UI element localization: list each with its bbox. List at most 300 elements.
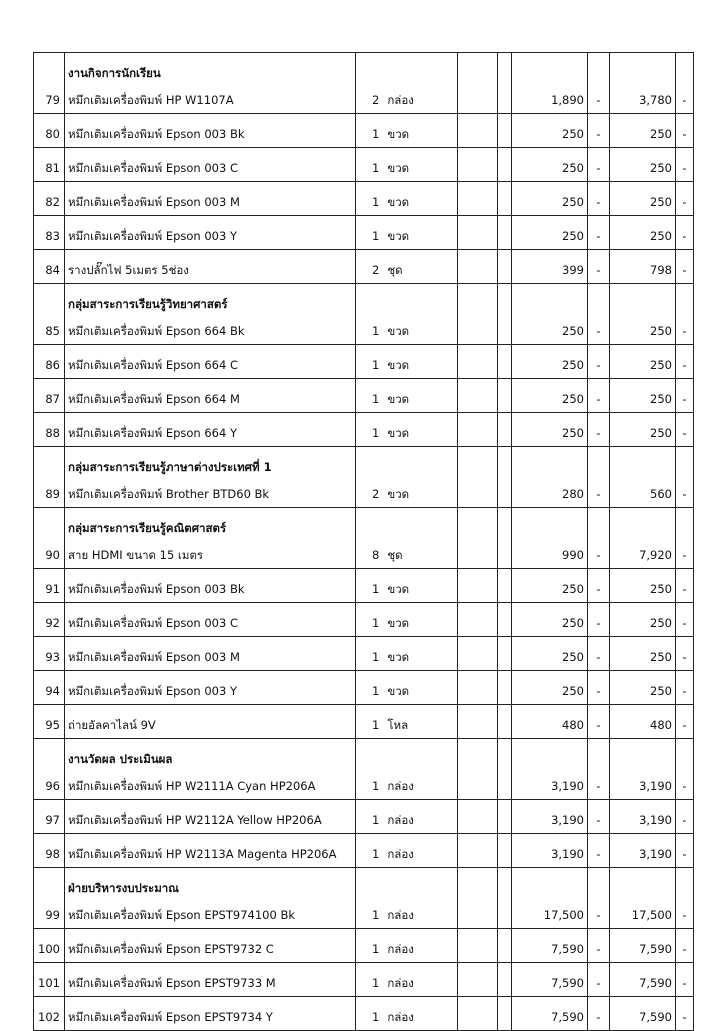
empty-cell	[458, 603, 498, 637]
total-amount: 7,590	[610, 963, 676, 997]
unit-price: 7,590	[512, 929, 588, 963]
item-description: หมึกเติมเครื่องพิมพ์ HP W2113A Magenta HP206A	[68, 847, 337, 861]
total-amount: 3,190	[610, 800, 676, 834]
empty-cell	[498, 508, 512, 569]
satang-dash: -	[588, 216, 610, 250]
total-amount: 250	[610, 569, 676, 603]
item-number: 80	[34, 114, 65, 148]
table-row	[34, 603, 694, 637]
table-row	[34, 250, 694, 284]
satang-dash: -	[588, 800, 610, 834]
table-row	[34, 345, 694, 379]
item-description: หมึกเติมเครื่องพิมพ์ Epson 003 C	[68, 161, 238, 175]
unit-price: 250	[512, 148, 588, 182]
unit-price: 3,190	[512, 834, 588, 868]
total-amount: 250	[610, 345, 676, 379]
unit: ขวด	[387, 229, 410, 243]
table-row	[34, 53, 694, 114]
item-description: หมึกเติมเครื่องพิมพ์ Epson 664 Y	[68, 426, 237, 440]
item-number: 93	[34, 637, 65, 671]
unit: ขวด	[387, 684, 410, 698]
quantity: 2	[372, 263, 380, 277]
empty-cell	[458, 284, 498, 345]
empty-cell	[458, 834, 498, 868]
table-row	[34, 997, 694, 1031]
item-description: หมึกเติมเครื่องพิมพ์ Epson 003 M	[68, 650, 240, 664]
quantity-cell	[356, 963, 458, 997]
quantity: 2	[372, 487, 380, 501]
satang-dash: -	[588, 739, 610, 800]
table-row	[34, 739, 694, 800]
unit-price: 3,190	[512, 800, 588, 834]
unit-price: 480	[512, 705, 588, 739]
satang-dash: -	[588, 603, 610, 637]
table-row	[34, 569, 694, 603]
item-number: 89	[34, 447, 65, 508]
table-row	[34, 148, 694, 182]
unit: ขวด	[387, 358, 410, 372]
item-description: หมึกเติมเครื่องพิมพ์ HP W2111A Cyan HP206A	[68, 779, 316, 793]
quantity-cell	[356, 739, 458, 800]
unit-price: 250	[512, 345, 588, 379]
unit: ขวด	[387, 161, 410, 175]
satang-dash: -	[588, 182, 610, 216]
satang-dash: -	[588, 997, 610, 1031]
quantity: 1	[372, 847, 380, 861]
satang-dash: -	[676, 413, 694, 447]
empty-cell	[458, 569, 498, 603]
empty-cell	[498, 997, 512, 1031]
item-number: 88	[34, 413, 65, 447]
item-description-cell	[65, 997, 356, 1031]
item-number: 85	[34, 284, 65, 345]
table-row	[34, 929, 694, 963]
empty-cell	[498, 114, 512, 148]
empty-cell	[458, 637, 498, 671]
empty-cell	[458, 148, 498, 182]
satang-dash: -	[676, 929, 694, 963]
table-row	[34, 182, 694, 216]
empty-cell	[498, 800, 512, 834]
item-description-cell	[65, 345, 356, 379]
item-description: หมึกเติมเครื่องพิมพ์ Epson 003 Bk	[68, 127, 245, 141]
item-description: หมึกเติมเครื่องพิมพ์ Epson 664 Bk	[68, 324, 245, 338]
total-amount: 798	[610, 250, 676, 284]
satang-dash: -	[676, 182, 694, 216]
satang-dash: -	[588, 345, 610, 379]
quantity: 1	[372, 976, 380, 990]
empty-cell	[458, 53, 498, 114]
item-number: 84	[34, 250, 65, 284]
unit: กล่อง	[387, 813, 414, 827]
empty-cell	[458, 508, 498, 569]
total-amount: 560	[610, 447, 676, 508]
satang-dash: -	[676, 379, 694, 413]
satang-dash: -	[588, 148, 610, 182]
satang-dash: -	[676, 834, 694, 868]
empty-cell	[458, 447, 498, 508]
satang-dash: -	[676, 148, 694, 182]
item-description-cell	[65, 637, 356, 671]
satang-dash: -	[676, 637, 694, 671]
empty-cell	[458, 739, 498, 800]
item-number: 101	[34, 963, 65, 997]
satang-dash: -	[588, 705, 610, 739]
satang-dash: -	[676, 250, 694, 284]
empty-cell	[458, 345, 498, 379]
item-description-cell	[65, 114, 356, 148]
unit-price: 990	[512, 508, 588, 569]
empty-cell	[498, 963, 512, 997]
satang-dash: -	[676, 868, 694, 929]
unit-price: 250	[512, 182, 588, 216]
empty-cell	[458, 413, 498, 447]
total-amount: 250	[610, 637, 676, 671]
item-description: หมึกเติมเครื่องพิมพ์ Brother BTD60 Bk	[68, 487, 270, 501]
unit: ชุด	[387, 548, 403, 562]
quantity-cell	[356, 569, 458, 603]
table-body	[34, 53, 694, 1031]
unit-price: 250	[512, 671, 588, 705]
item-description: หมึกเติมเครื่องพิมพ์ Epson EPST9733 M	[68, 976, 276, 990]
quantity-cell	[356, 671, 458, 705]
empty-cell	[498, 345, 512, 379]
item-number: 100	[34, 929, 65, 963]
unit: ขวด	[387, 650, 410, 664]
quantity: 1	[372, 582, 380, 596]
table-row	[34, 379, 694, 413]
satang-dash: -	[588, 671, 610, 705]
quantity-cell	[356, 800, 458, 834]
quantity: 1	[372, 779, 380, 793]
item-description-cell	[65, 250, 356, 284]
empty-cell	[498, 379, 512, 413]
unit: กล่อง	[387, 942, 414, 956]
empty-cell	[498, 637, 512, 671]
table-row	[34, 671, 694, 705]
unit-price: 250	[512, 284, 588, 345]
satang-dash: -	[676, 508, 694, 569]
item-description-cell	[65, 929, 356, 963]
item-description-cell	[65, 284, 356, 345]
table-row	[34, 800, 694, 834]
empty-cell	[458, 114, 498, 148]
item-description: หมึกเติมเครื่องพิมพ์ Epson 003 M	[68, 195, 240, 209]
unit-price: 7,590	[512, 963, 588, 997]
category-heading: ฝ่ายบริหารงบประมาณ	[68, 881, 179, 895]
table-row	[34, 963, 694, 997]
quantity: 2	[372, 93, 380, 107]
satang-dash: -	[588, 53, 610, 114]
satang-dash: -	[588, 114, 610, 148]
item-description-cell	[65, 148, 356, 182]
item-description-cell	[65, 182, 356, 216]
category-heading: กลุ่มสาระการเรียนรู้วิทยาศาสตร์	[68, 297, 228, 311]
item-number: 98	[34, 834, 65, 868]
item-description-cell	[65, 834, 356, 868]
unit-price: 250	[512, 379, 588, 413]
quantity: 1	[372, 324, 380, 338]
empty-cell	[458, 868, 498, 929]
item-description-cell	[65, 800, 356, 834]
unit: ขวด	[387, 582, 410, 596]
satang-dash: -	[676, 705, 694, 739]
unit: ขวด	[387, 195, 410, 209]
satang-dash: -	[676, 997, 694, 1031]
unit: โหล	[387, 718, 409, 732]
quantity-cell	[356, 447, 458, 508]
empty-cell	[498, 868, 512, 929]
quantity: 1	[372, 650, 380, 664]
item-description: หมึกเติมเครื่องพิมพ์ Epson 003 Bk	[68, 582, 245, 596]
quantity-cell	[356, 250, 458, 284]
quantity-cell	[356, 148, 458, 182]
procurement-table	[33, 52, 694, 1031]
unit-price: 280	[512, 447, 588, 508]
item-number: 102	[34, 997, 65, 1031]
item-description-cell	[65, 739, 356, 800]
satang-dash: -	[676, 216, 694, 250]
empty-cell	[498, 739, 512, 800]
category-heading: งานวัดผล ประเมินผล	[68, 752, 173, 766]
empty-cell	[458, 705, 498, 739]
unit-price: 250	[512, 216, 588, 250]
unit: กล่อง	[387, 779, 414, 793]
item-description-cell	[65, 868, 356, 929]
item-description: หมึกเติมเครื่องพิมพ์ Epson EPST9732 C	[68, 942, 274, 956]
satang-dash: -	[676, 739, 694, 800]
unit-price: 250	[512, 637, 588, 671]
quantity: 1	[372, 684, 380, 698]
empty-cell	[458, 250, 498, 284]
empty-cell	[498, 569, 512, 603]
quantity: 1	[372, 426, 380, 440]
empty-cell	[458, 800, 498, 834]
quantity: 1	[372, 908, 380, 922]
total-amount: 250	[610, 603, 676, 637]
total-amount: 7,590	[610, 929, 676, 963]
satang-dash: -	[676, 114, 694, 148]
table-row	[34, 284, 694, 345]
quantity: 1	[372, 358, 380, 372]
empty-cell	[498, 53, 512, 114]
quantity: 1	[372, 127, 380, 141]
satang-dash: -	[676, 345, 694, 379]
satang-dash: -	[588, 834, 610, 868]
quantity: 1	[372, 195, 380, 209]
item-description: หมึกเติมเครื่องพิมพ์ HP W1107A	[68, 93, 234, 107]
satang-dash: -	[588, 637, 610, 671]
empty-cell	[458, 216, 498, 250]
item-description-cell	[65, 508, 356, 569]
table-row	[34, 705, 694, 739]
item-description-cell	[65, 413, 356, 447]
empty-cell	[458, 671, 498, 705]
total-amount: 250	[610, 379, 676, 413]
category-heading: กลุ่มสาระการเรียนรู้คณิตศาสตร์	[68, 521, 227, 535]
table-row	[34, 114, 694, 148]
item-description-cell	[65, 671, 356, 705]
quantity: 8	[372, 548, 380, 562]
empty-cell	[498, 705, 512, 739]
unit-price: 250	[512, 569, 588, 603]
total-amount: 17,500	[610, 868, 676, 929]
item-number: 86	[34, 345, 65, 379]
unit: กล่อง	[387, 847, 414, 861]
quantity: 1	[372, 229, 380, 243]
item-description: หมึกเติมเครื่องพิมพ์ HP W2112A Yellow HP206A	[68, 813, 322, 827]
satang-dash: -	[588, 508, 610, 569]
satang-dash: -	[588, 963, 610, 997]
item-number: 92	[34, 603, 65, 637]
satang-dash: -	[676, 447, 694, 508]
satang-dash: -	[676, 284, 694, 345]
satang-dash: -	[588, 929, 610, 963]
item-description-cell	[65, 216, 356, 250]
empty-cell	[498, 834, 512, 868]
item-number: 87	[34, 379, 65, 413]
satang-dash: -	[588, 284, 610, 345]
quantity-cell	[356, 379, 458, 413]
total-amount: 250	[610, 216, 676, 250]
empty-cell	[498, 148, 512, 182]
item-description-cell	[65, 569, 356, 603]
table-row	[34, 834, 694, 868]
quantity-cell	[356, 997, 458, 1031]
quantity: 1	[372, 161, 380, 175]
table-row	[34, 868, 694, 929]
total-amount: 3,190	[610, 834, 676, 868]
satang-dash: -	[588, 868, 610, 929]
quantity: 1	[372, 1010, 380, 1024]
item-number: 94	[34, 671, 65, 705]
unit-price: 7,590	[512, 997, 588, 1031]
satang-dash: -	[588, 569, 610, 603]
unit: ขวด	[387, 127, 410, 141]
item-description: ถ่ายอัลคาไลน์ 9V	[68, 718, 156, 732]
empty-cell	[498, 671, 512, 705]
quantity-cell	[356, 868, 458, 929]
item-number: 82	[34, 182, 65, 216]
unit: ขวด	[387, 487, 410, 501]
empty-cell	[458, 929, 498, 963]
satang-dash: -	[676, 53, 694, 114]
total-amount: 250	[610, 148, 676, 182]
total-amount: 250	[610, 413, 676, 447]
item-number: 91	[34, 569, 65, 603]
empty-cell	[458, 963, 498, 997]
unit: ชุด	[387, 263, 403, 277]
unit: กล่อง	[387, 976, 414, 990]
empty-cell	[498, 284, 512, 345]
table-row	[34, 447, 694, 508]
quantity-cell	[356, 413, 458, 447]
item-description: หมึกเติมเครื่องพิมพ์ Epson EPST9734 Y	[68, 1010, 273, 1024]
total-amount: 250	[610, 114, 676, 148]
satang-dash: -	[676, 671, 694, 705]
total-amount: 480	[610, 705, 676, 739]
quantity-cell	[356, 637, 458, 671]
quantity: 1	[372, 813, 380, 827]
empty-cell	[498, 413, 512, 447]
unit: ขวด	[387, 426, 410, 440]
empty-cell	[498, 447, 512, 508]
item-number: 99	[34, 868, 65, 929]
satang-dash: -	[588, 379, 610, 413]
category-heading: งานกิจการนักเรียน	[68, 66, 161, 80]
item-number: 83	[34, 216, 65, 250]
satang-dash: -	[676, 569, 694, 603]
quantity-cell	[356, 929, 458, 963]
quantity-cell	[356, 508, 458, 569]
empty-cell	[498, 929, 512, 963]
unit-price: 3,190	[512, 739, 588, 800]
item-description: รางปลั๊กไฟ 5เมตร 5ช่อง	[68, 263, 189, 277]
satang-dash: -	[676, 963, 694, 997]
table-row	[34, 216, 694, 250]
item-description: หมึกเติมเครื่องพิมพ์ Epson 664 M	[68, 392, 240, 406]
total-amount: 3,190	[610, 739, 676, 800]
item-description: สาย HDMI ขนาด 15 เมตร	[68, 548, 204, 562]
quantity-cell	[356, 284, 458, 345]
unit: กล่อง	[387, 1010, 414, 1024]
item-number: 96	[34, 739, 65, 800]
satang-dash: -	[588, 413, 610, 447]
table-row	[34, 637, 694, 671]
item-number: 79	[34, 53, 65, 114]
item-description: หมึกเติมเครื่องพิมพ์ Epson 003 Y	[68, 229, 237, 243]
empty-cell	[498, 182, 512, 216]
unit-price: 17,500	[512, 868, 588, 929]
item-description-cell	[65, 53, 356, 114]
item-description: หมึกเติมเครื่องพิมพ์ Epson 003 Y	[68, 684, 237, 698]
quantity-cell	[356, 216, 458, 250]
item-number: 81	[34, 148, 65, 182]
item-description-cell	[65, 603, 356, 637]
item-number: 90	[34, 508, 65, 569]
total-amount: 3,780	[610, 53, 676, 114]
unit-price: 399	[512, 250, 588, 284]
item-description-cell	[65, 447, 356, 508]
empty-cell	[458, 379, 498, 413]
unit-price: 250	[512, 603, 588, 637]
quantity: 1	[372, 718, 380, 732]
quantity-cell	[356, 114, 458, 148]
total-amount: 250	[610, 182, 676, 216]
satang-dash: -	[588, 250, 610, 284]
item-description: หมึกเติมเครื่องพิมพ์ Epson 664 C	[68, 358, 238, 372]
item-number: 95	[34, 705, 65, 739]
unit: ขวด	[387, 324, 410, 338]
unit: ขวด	[387, 392, 410, 406]
item-description-cell	[65, 705, 356, 739]
satang-dash: -	[676, 603, 694, 637]
quantity-cell	[356, 705, 458, 739]
table-row	[34, 508, 694, 569]
empty-cell	[498, 250, 512, 284]
satang-dash: -	[588, 447, 610, 508]
unit-price: 1,890	[512, 53, 588, 114]
item-description: หมึกเติมเครื่องพิมพ์ Epson 003 C	[68, 616, 238, 630]
empty-cell	[498, 216, 512, 250]
item-description-cell	[65, 379, 356, 413]
total-amount: 250	[610, 671, 676, 705]
unit-price: 250	[512, 114, 588, 148]
unit: ขวด	[387, 616, 410, 630]
quantity-cell	[356, 53, 458, 114]
quantity: 1	[372, 616, 380, 630]
table-row	[34, 413, 694, 447]
